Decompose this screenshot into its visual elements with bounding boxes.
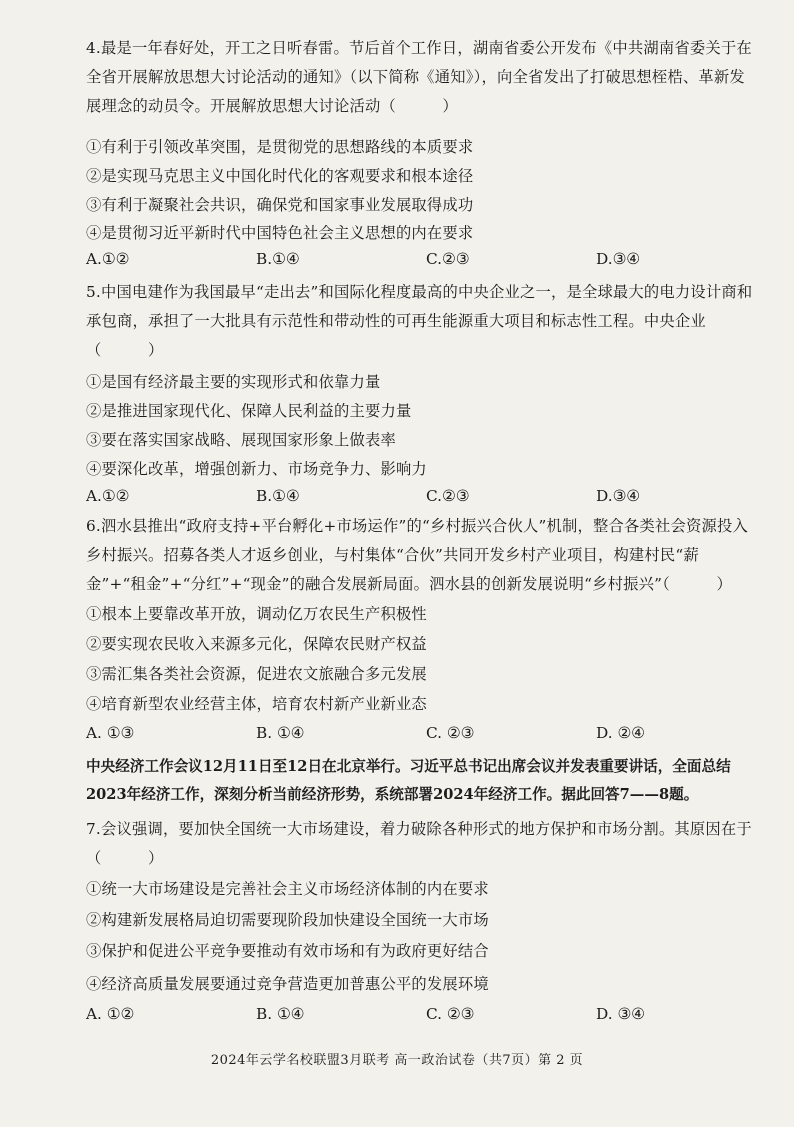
question-4-option-c: C.②③ — [426, 250, 470, 268]
question-6-item-3: ③需汇集各类社会资源，促进农文旅融合多元发展 — [86, 665, 427, 683]
question-4-item-3: ③有利于凝聚社会共识，确保党和国家事业发展取得成功 — [86, 196, 474, 214]
question-6-item-4: ④培育新型农业经营主体，培育农村新产业新业态 — [86, 695, 427, 713]
question-6-option-a: A. ①③ — [86, 724, 135, 742]
material-intro: 中央经济工作会议12月11日至12日在北京举行。习近平总书记出席会议并发表重要讲话，全面总结2023年经济工作，深刻分析当前经济形势，系统部署2024年经济工作。据此回答7——8题。 — [86, 758, 731, 803]
question-5-item-2: ②是推进国家现代化、保障人民利益的主要力量 — [86, 402, 412, 420]
question-4-item-1: ①有利于引领改革突围，是贯彻党的思想路线的本质要求 — [86, 138, 474, 156]
question-5-option-c: C.②③ — [426, 487, 470, 505]
question-5-option-a: A.①② — [86, 487, 130, 505]
question-4-item-2: ②是实现马克思主义中国化时代化的客观要求和根本途径 — [86, 167, 474, 185]
question-7-item-3: ③保护和促进公平竞争要推动有效市场和有为政府更好结合 — [86, 942, 489, 960]
question-6-option-c: C. ②③ — [426, 724, 475, 742]
question-5-item-3: ③要在落实国家战略、展现国家形象上做表率 — [86, 431, 396, 449]
question-6-item-1: ①根本上要靠改革开放，调动亿万农民生产积极性 — [86, 605, 427, 623]
question-7-options — [86, 1005, 754, 1029]
question-7-item-1: ①统一大市场建设是完善社会主义市场经济体制的内在要求 — [86, 880, 489, 898]
question-5-item-1: ①是国有经济最主要的实现形式和依靠力量 — [86, 373, 381, 391]
question-4-item-4: ④是贯彻习近平新时代中国特色社会主义思想的内在要求 — [86, 224, 474, 242]
question-5-options — [86, 487, 754, 511]
question-7-option-d: D. ③④ — [596, 1005, 645, 1023]
question-7-stem: 7.会议强调，要加快全国统一大市场建设，着力破除各种形式的地方保护和市场分割。其原因在于（ ） — [86, 820, 752, 867]
page-footer: 2024年云学名校联盟3月联考 高一政治试卷（共7页）第 2 页 — [210, 1053, 584, 1068]
question-7-item-4: ④经济高质量发展要通过竞争营造更加普惠公平的发展环境 — [86, 975, 489, 993]
question-4-option-d: D.③④ — [596, 250, 641, 268]
question-5-item-4: ④要深化改革，增强创新力、市场竞争力、影响力 — [86, 460, 427, 478]
question-4-option-a: A.①② — [86, 250, 130, 268]
question-4-option-b: B.①④ — [256, 250, 300, 268]
question-7-option-a: A. ①② — [86, 1005, 135, 1023]
question-4-stem: 4.最是一年春好处，开工之日听春雷。节后首个工作日，湖南省委公开发布《中共湖南省委关于在全省开展解放思想大讨论活动的通知》（以下简称《通知》），向全省发出了打破思想桎梏、革新发展理念的动员令。开展解放思想大讨论活动（ ） — [86, 39, 752, 115]
question-6-stem: 6.泗水县推出“政府支持+平台孵化+市场运作”的“乡村振兴合伙人”机制，整合各类社会资源投入乡村振兴。招募各类人才返乡创业，与村集体“合伙”共同开发乡村产业项目，构建村民“薪金”+“租金”+“分红”+“现金”的融合发展新局面。泗水县的创新发展说明“乡村振兴”（ ） — [86, 517, 748, 593]
question-7-option-c: C. ②③ — [426, 1005, 475, 1023]
question-6-item-2: ②要实现农民收入来源多元化，保障农民财产权益 — [86, 635, 427, 653]
question-7-option-b: B. ①④ — [256, 1005, 305, 1023]
question-5-option-d: D.③④ — [596, 487, 641, 505]
question-5-option-b: B.①④ — [256, 487, 300, 505]
question-6-option-d: D. ②④ — [596, 724, 645, 742]
question-6-options — [86, 724, 754, 748]
question-5-stem: 5.中国电建作为我国最早“走出去”和国际化程度最高的中央企业之一，是全球最大的电力设计商和承包商，承担了一大批具有示范性和带动性的可再生能源重大项目和标志性工程。中央企业（ ） — [86, 283, 753, 359]
question-6-option-b: B. ①④ — [256, 724, 305, 742]
question-4-options — [86, 250, 754, 274]
question-7-item-2: ②构建新发展格局迫切需要现阶段加快建设全国统一大市场 — [86, 911, 489, 929]
